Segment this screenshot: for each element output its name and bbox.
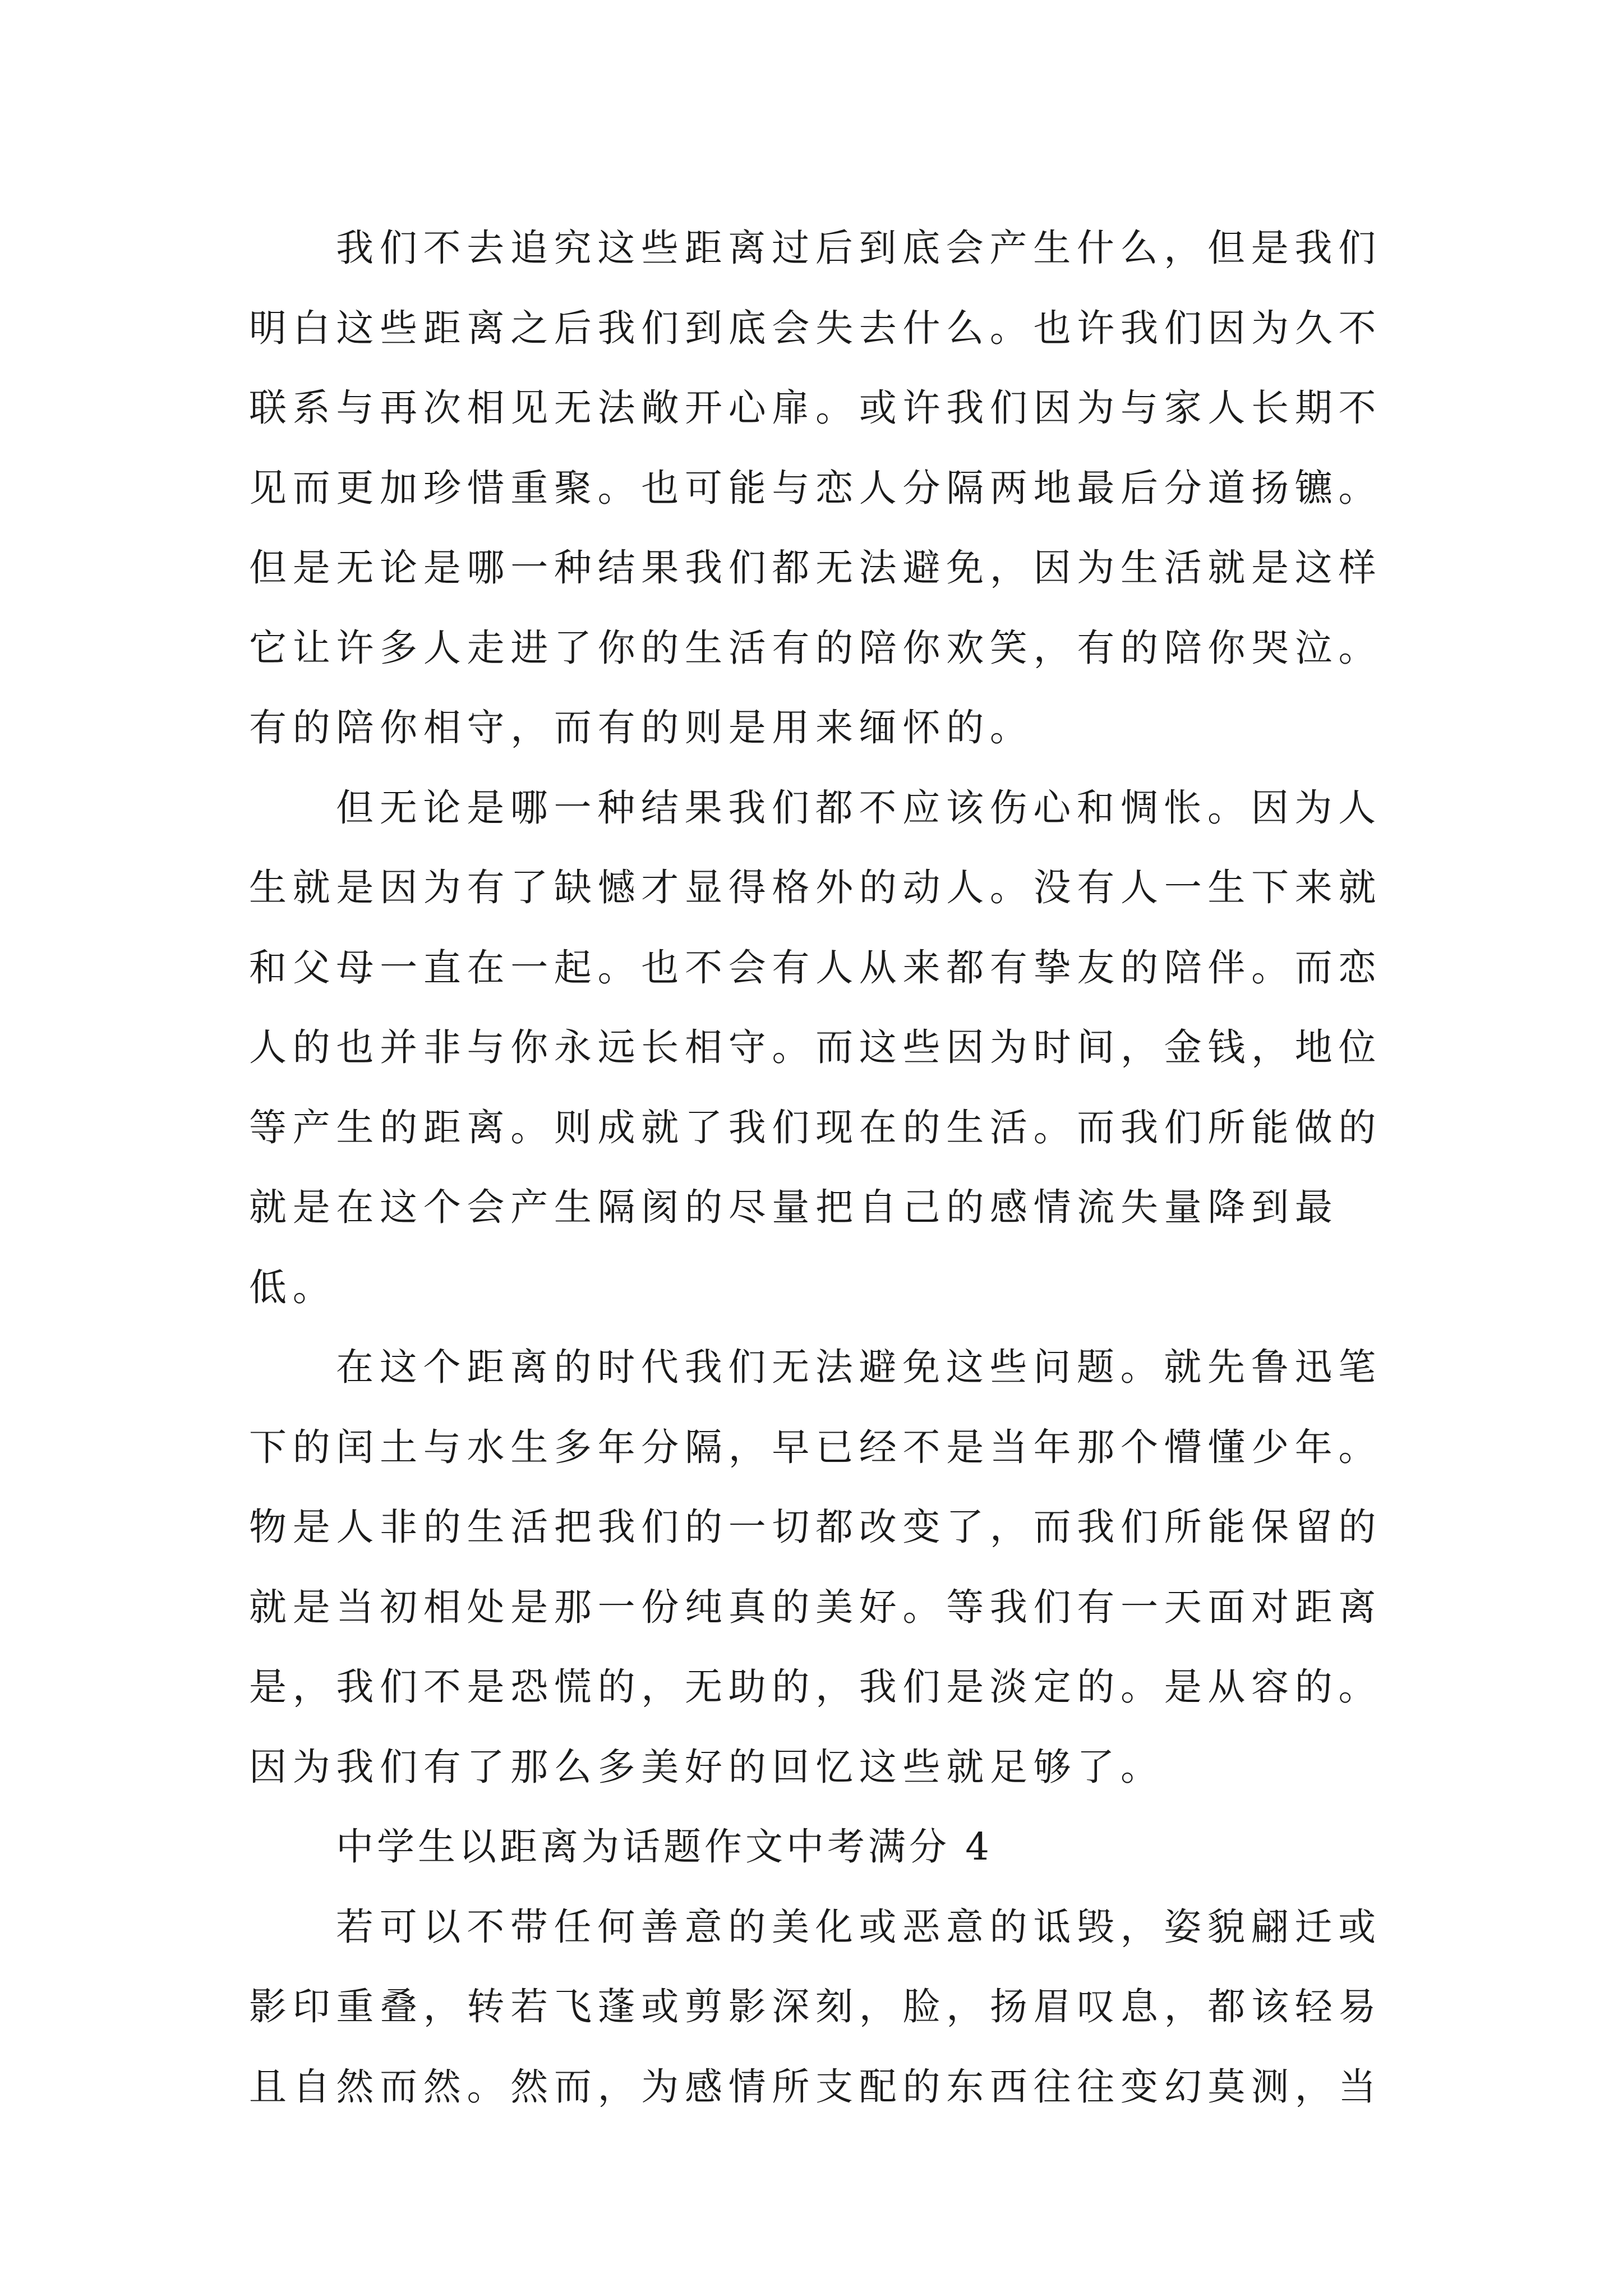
text-line: 是，我们不是恐慌的，无助的，我们是淡定的。是从容的。 (249, 1665, 1382, 1709)
text-line: 我们不去追究这些距离过后到底会产生什么，但是我们 (336, 226, 1382, 270)
text-line: 联系与再次相见无法敞开心扉。或许我们因为与家人长期不 (249, 386, 1382, 430)
section-heading: 中学生以距离为话题作文中考满分 4 (336, 1825, 993, 1869)
text-line: 在这个距离的时代我们无法避免这些问题。就先鲁迅笔 (336, 1345, 1382, 1389)
text-line: 和父母一直在一起。也不会有人从来都有挚友的陪伴。而恋 (249, 945, 1382, 990)
body-text (249, 208, 1382, 2127)
text-line: 它让许多人走进了你的生活有的陪你欢笑，有的陪你哭泣。 (249, 625, 1382, 670)
text-line: 但是无论是哪一种结果我们都无法避免，因为生活就是这样 (249, 546, 1382, 590)
text-line: 下的闰土与水生多年分隔，早已经不是当年那个懵懂少年。 (249, 1425, 1382, 1469)
text-line: 低。 (249, 1265, 336, 1309)
text-line: 就是在这个会产生隔阂的尽量把自己的感情流失量降到最 (249, 1185, 1339, 1229)
text-line: 人的也并非与你永远长相守。而这些因为时间，金钱，地位 (249, 1025, 1382, 1069)
text-line: 因为我们有了那么多美好的回忆这些就足够了。 (249, 1745, 1164, 1789)
text-line: 明白这些距离之后我们到底会失去什么。也许我们因为久不 (249, 306, 1382, 350)
text-line: 影印重叠，转若飞蓬或剪影深刻，脸，扬眉叹息，都该轻易 (249, 1985, 1382, 2028)
text-line: 有的陪你相守，而有的则是用来缅怀的。 (249, 706, 1034, 749)
text-line: 若可以不带任何善意的美化或恶意的诋毁，姿貌翩迁或 (336, 1904, 1382, 1949)
paragraph-1 (249, 208, 1382, 768)
paragraph-4 (249, 1887, 1382, 2127)
paragraph-3 (249, 1327, 1382, 1807)
paragraph-2 (249, 768, 1382, 1328)
text-line: 但无论是哪一种结果我们都不应该伤心和惆怅。因为人 (336, 785, 1382, 830)
text-line: 就是当初相处是那一份纯真的美好。等我们有一天面对距离 (249, 1585, 1382, 1629)
text-line: 生就是因为有了缺憾才显得格外的动人。没有人一生下来就 (249, 866, 1382, 909)
text-line: 等产生的距离。则成就了我们现在的生活。而我们所能做的 (249, 1105, 1382, 1149)
text-line: 物是人非的生活把我们的一切都改变了，而我们所能保留的 (249, 1505, 1382, 1549)
text-line: 见而更加珍惜重聚。也可能与恋人分隔两地最后分道扬镳。 (249, 466, 1382, 510)
text-line: 且自然而然。然而，为感情所支配的东西往往变幻莫测，当 (249, 2064, 1382, 2109)
